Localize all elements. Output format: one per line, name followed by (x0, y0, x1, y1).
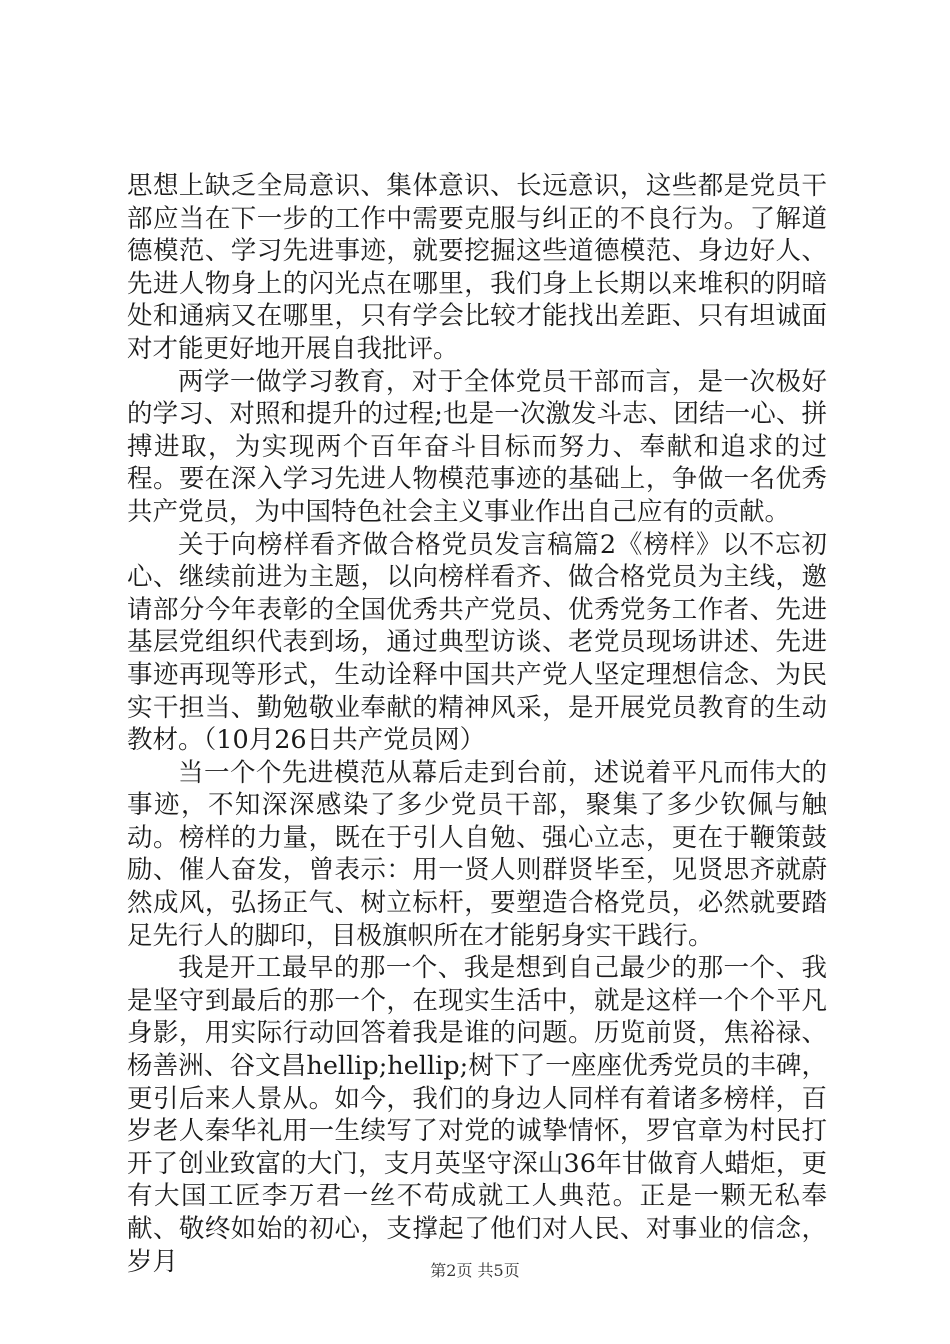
document-body (127, 170, 827, 1278)
paragraph-2: 两学一做学习教育，对于全体党员干部而言，是一次极好的学习、对照和提升的过程;也是一次激发斗志、团结一心、拼搏进取，为实现两个百年奋斗目标而努力、奉献和追求的过程。要在深入学习先进人物模范事迹的基础上，争做一名优秀共产党员，为中国特色社会主义事业作出自己应有的贡献。 (127, 366, 827, 527)
paragraph-3: 关于向榜样看齐做合格党员发言稿篇2《榜样》以不忘初心、继续前进为主题，以向榜样看齐、做合格党员为主线，邀请部分今年表彰的全国优秀共产党员、优秀党务工作者、先进基层党组织代表到场，通过典型访谈、老党员现场讲述、先进事迹再现等形式，生动诠释中国共产党人坚定理想信念、为民实干担当、勤勉敬业奉献的精神风采，是开展党员教育的生动教材。（10月26日共产党员网） (127, 529, 827, 756)
paragraph-4: 当一个个先进模范从幕后走到台前，述说着平凡而伟大的事迹，不知深深感染了多少党员干部，聚集了多少钦佩与触动。榜样的力量，既在于引人自勉、强心立志，更在于鞭策鼓励、催人奋发，曾表示：用一贤人则群贤毕至，见贤思齐就蔚然成风，弘扬正气、树立标杆，要塑造合格党员，必然就要踏足先行人的脚印，目极旗帜所在才能躬身实干践行。 (127, 757, 827, 951)
paragraph-5: 我是开工最早的那一个、我是想到自己最少的那一个、我是坚守到最后的那一个，在现实生活中，就是这样一个个平凡身影，用实际行动回答着我是谁的问题。历览前贤，焦裕禄、杨善洲、谷文昌hellip;hellip;树下了一座座优秀党员的丰碑，更引后来人景从。如今，我们的身边人同样有着诸多榜样，百岁老人秦华礼用一生续写了对党的诚挚情怀，罗官章为村民打开了创业致富的大门，支月英坚守深山36年甘做育人蜡炬，更有大国工匠李万君一丝不苟成就工人典范。正是一颗无私奉献、敬终如始的初心，支撑起了他们对人民、对事业的信念，岁月 (127, 953, 827, 1277)
page-number-footer: 第2页 共5页 (430, 1261, 520, 1280)
paragraph-1: 思想上缺乏全局意识、集体意识、长远意识，这些都是党员干部应当在下一步的工作中需要克服与纠正的不良行为。了解道德模范、学习先进事迹，就要挖掘这些道德模范、身边好人、先进人物身上的闪光点在哪里，我们身上长期以来堆积的阴暗处和通病又在哪里，只有学会比较才能找出差距、只有坦诚面对才能更好地开展自我批评。 (127, 171, 827, 364)
